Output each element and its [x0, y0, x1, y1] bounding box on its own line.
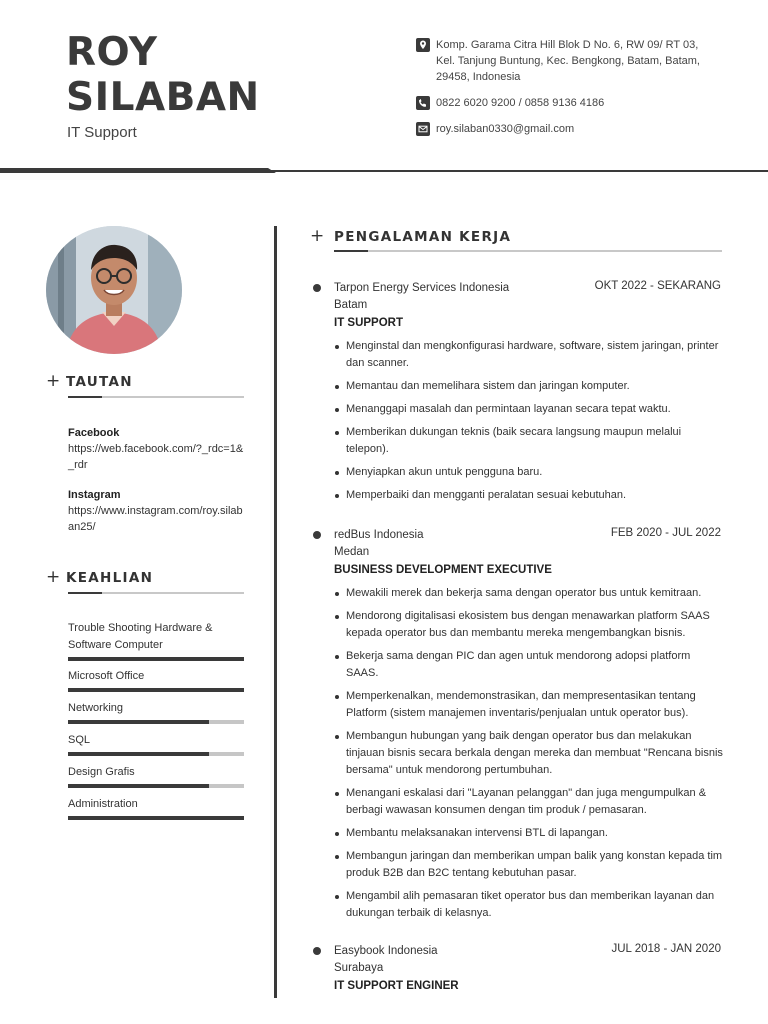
list-item: Memperkenalkan, mendemonstrasikan, dan mempresentasikan tentang Platform (sistem manajemen inventaris/penjualan untuk operator bus). [334, 688, 723, 722]
links-heading-text: TAUTAN [66, 374, 133, 390]
link-url[interactable]: https://web.facebook.com/?_rdc=1&_rdr [68, 443, 244, 471]
list-item: Menyiapkan akun untuk pengguna baru. [334, 464, 723, 481]
phone-icon [416, 96, 430, 110]
link-label: Facebook [68, 427, 120, 439]
list-item: Memperbaiki dan mengganti peralatan sesuai kebutuhan. [334, 487, 723, 504]
skill-name: Trouble Shooting Hardware & Software Computer [68, 622, 213, 651]
job-duties [313, 338, 723, 504]
links-heading-rule [68, 396, 244, 398]
link-instagram [68, 487, 244, 535]
skill-name: SQL [68, 734, 91, 746]
skill-level-bar [68, 816, 244, 820]
timeline-dot [313, 947, 321, 955]
skill-level-bar [68, 688, 244, 692]
list-item: Membangun hubungan yang baik dengan operator bus dan melakukan tinjauan bisnis secara berkala dengan mereka dan membuat "Rencana bisnis bersama" untuk mendorong pertumbuhan. [334, 728, 723, 779]
job-title: IT SUPPORT ENGINER [334, 980, 459, 992]
skill-name: Design Grafis [68, 766, 135, 778]
list-item: Menanggapi masalah dan permintaan layanan secara tepat waktu. [334, 401, 723, 418]
job-title: IT SUPPORT [334, 317, 404, 329]
job-date: FEB 2020 - JUL 2022 [610, 527, 721, 539]
skills-heading-rule [68, 592, 244, 594]
job-entry [313, 280, 723, 510]
last-name: SILABAN [66, 75, 260, 120]
list-item: Menangani eskalasi dari "Layanan pelanggan" dan juga mengumpulkan & berbagi wawasan konsumen dengan tim produk / pemasaran. [334, 785, 723, 819]
job-city: Medan [334, 546, 370, 558]
header-divider [0, 168, 768, 172]
job-title: BUSINESS DEVELOPMENT EXECUTIVE [334, 564, 552, 576]
contact-email[interactable] [416, 121, 716, 137]
job-city: Surabaya [334, 962, 384, 974]
job-city: Batam [334, 299, 368, 311]
plus-icon: + [46, 371, 62, 391]
skill-item [68, 668, 244, 692]
job-role: IT Support [67, 124, 137, 141]
email-text[interactable]: roy.silaban0330@gmail.com [436, 123, 575, 135]
experience-heading-rule [334, 250, 722, 252]
list-item: Memberikan dukungan teknis (baik secara langsung maupun melalui telepon). [334, 424, 723, 458]
list-item: Menginstal dan mengkonfigurasi hardware, software, sistem jaringan, printer dan scanner. [334, 338, 723, 372]
skill-item [68, 732, 244, 756]
job-company: redBus Indonesia [334, 529, 424, 541]
plus-icon: + [310, 226, 326, 246]
job-company: Tarpon Energy Services Indonesia [334, 282, 510, 294]
list-item: Memantau dan memelihara sistem dan jaringan komputer. [334, 378, 723, 395]
contact-address [416, 37, 716, 85]
job-date: JUL 2018 - JAN 2020 [611, 943, 721, 955]
skill-name: Networking [68, 702, 124, 714]
skill-level-bar [68, 657, 244, 661]
job-date: OKT 2022 - SEKARANG [594, 280, 721, 292]
contact-phone [416, 95, 716, 111]
timeline-dot [313, 531, 321, 539]
skill-item [68, 764, 244, 788]
job-entry [313, 943, 723, 995]
job-entry [313, 527, 723, 928]
phone-text: 0822 6020 9200 / 0858 9136 4186 [436, 97, 605, 109]
email-icon [416, 122, 430, 136]
list-item: Membantu melaksanakan intervensi BTL di lapangan. [334, 825, 723, 842]
timeline-dot [313, 284, 321, 292]
list-item: Mengambil alih pemasaran tiket operator bus dan memberikan layanan dan dukungan terbaik di kelasnya. [334, 888, 723, 922]
profile-photo [46, 226, 182, 354]
list-item: Mewakili merek dan bekerja sama dengan operator bus untuk kemitraan. [334, 585, 723, 602]
skill-level-bar [68, 752, 244, 756]
list-item: Bekerja sama dengan PIC dan agen untuk mendorong adopsi platform SAAS. [334, 648, 723, 682]
links-heading [46, 371, 133, 391]
skill-level-bar [68, 784, 244, 788]
experience-heading [310, 226, 511, 246]
skill-level-bar [68, 720, 244, 724]
column-divider [274, 226, 277, 998]
plus-icon: + [46, 567, 62, 587]
first-name: ROY [66, 30, 158, 75]
location-pin-icon [416, 38, 430, 52]
skill-item [68, 700, 244, 724]
list-item: Membangun jaringan dan memberikan umpan balik yang konstan kepada tim produk B2B dan B2C tentang kebutuhan pasar. [334, 848, 723, 882]
list-item: Mendorong digitalisasi ekosistem bus dengan menawarkan platform SAAS kepada operator bus dan membantu mereka mengembangkan bisnis. [334, 608, 723, 642]
candidate-name [66, 30, 260, 120]
skill-item [68, 796, 244, 820]
skills-heading [46, 567, 153, 587]
link-url[interactable]: https://www.instagram.com/roy.silaban25/ [68, 505, 243, 533]
skill-name: Microsoft Office [68, 670, 145, 682]
address-text: Komp. Garama Citra Hill Blok D No. 6, RW 09/ RT 03, Kel. Tanjung Buntung, Kec. Bengkong, Batam, Batam, 29458, Indonesia [436, 39, 700, 83]
skill-name: Administration [68, 798, 138, 810]
link-facebook [68, 425, 244, 473]
job-company: Easybook Indonesia [334, 945, 438, 957]
job-duties [313, 585, 723, 922]
skills-heading-text: KEAHLIAN [66, 570, 154, 586]
skill-item [68, 620, 244, 661]
experience-heading-text: PENGALAMAN KERJA [334, 229, 512, 245]
link-label: Instagram [68, 489, 121, 501]
